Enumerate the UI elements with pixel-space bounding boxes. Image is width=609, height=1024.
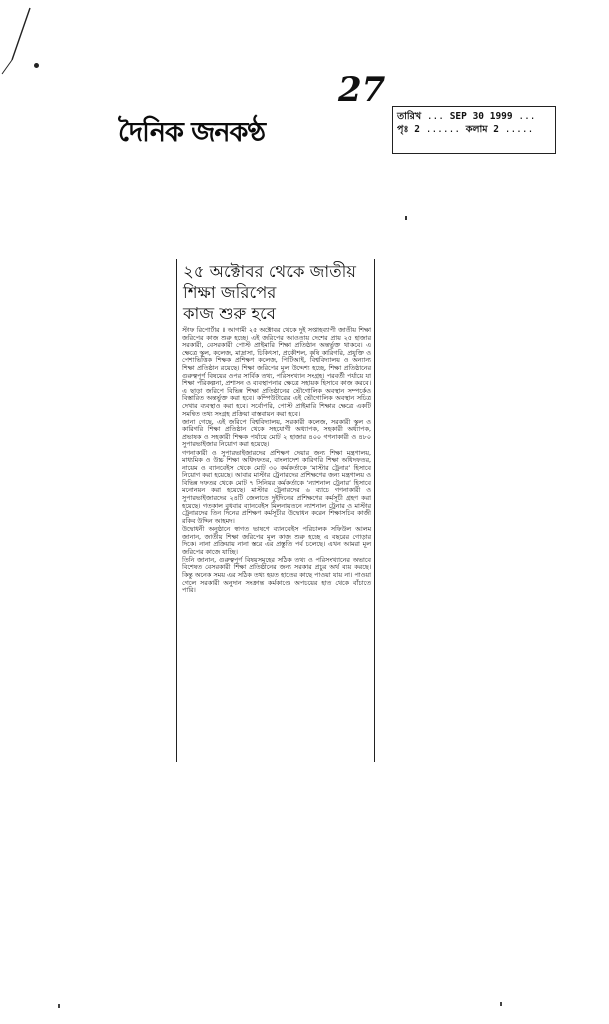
stamp-page-label: পৃঃ [397, 124, 409, 135]
stamp-date-label: তারিখ [397, 111, 422, 122]
handwritten-page-number: 27 [338, 70, 386, 110]
newspaper-masthead: দৈনিক জনকণ্ঠ [118, 117, 266, 148]
article-clipping [176, 259, 375, 762]
speck-mark [58, 1004, 60, 1008]
stamp-column-label: কলাম [465, 124, 488, 135]
stamp-date-value: SEP 30 1999 [449, 111, 513, 122]
speck-mark [405, 216, 407, 220]
headline-line-3: কাজ শুরু হবে [183, 304, 276, 323]
article-body [177, 324, 374, 595]
article-paragraph: জানা গেছে, এই জরিপে বিশ্ববিদ্যালয়, সরকারী কলেজ, সরকারী স্কুল ও কারিগরি শিক্ষা প্রতিষ্ঠান থেকে সহযোগী অধ্যাপক, সহকারী অধ্যাপক, প্রভাষক ও সহকারী শিক্ষক পর্যায়ে মোট ২ হাজার ৪০০ গণনাকারী ও ৪৮০ সুপারভাইজার নিয়োগ করা হয়েছে। [182, 417, 371, 449]
headline-line-1: ২৫ অক্টোবর থেকে জাতীয় [183, 262, 357, 281]
headline-line-2: শিক্ষা জরিপের [183, 283, 277, 302]
speck-mark [500, 1002, 502, 1006]
stamp-date-row: তারিখ ... SEP 30 1999 ... [397, 111, 536, 122]
date-stamp [392, 106, 556, 154]
article-paragraph: তিনি জানান, গুরুত্বপূর্ণ বিষয়সমূহের সঠিক তথ্য ও পরিসংখ্যানের অভাবে বিশেষত বেসরকারী শিক্ষা প্রতিষ্ঠানের জন্য সরকার প্রচুর অর্থ ব্যয় করছে। কিন্তু অনেক সময় এর সঠিক তথ্য হয়ত হাতের কাছে পাওয়া যায় না। পাওয়া গেলে সরকারী অনুদান সংক্রান্ত কর্মকাণ্ডে অপচয়ের হাত থেকে বাঁচাতে পারি। [182, 555, 371, 595]
stamp-page-row: পৃঃ 2 ...... কলাম 2 ..... [397, 124, 534, 135]
article-paragraph: স্টাফ রিপোর্টার ॥ আগামী ২৫ অক্টোবর থেকে দুই সপ্তাহব্যাপী জাতীয় শিক্ষা জরিপের কাজ শুরু হচ্ছে। এই জরিপের আওতায় দেশের প্রায় ২৫ হাজার সরকারী, বেসরকারী পোস্ট প্রাইমারি শিক্ষা প্রতিষ্ঠান অন্তর্ভুক্ত থাকবে। এ ক্ষেত্রে স্কুল, কলেজ, মাদ্রাসা, চিকিৎসা, প্রকৌশল, কৃষি কারিগরি, প্রযুক্তি ও পেশাভিত্তিক শিক্ষক প্রশিক্ষণ কলেজ, পিটিআই, বিশ্ববিদ্যালয় ও অন্যান্য শিক্ষা প্রতিষ্ঠান রয়েছে। শিক্ষা জরিপের মূল উদ্দেশ্য হচ্ছে, শিক্ষা প্রতিষ্ঠানের গুরুত্বপূর্ণ বিষয়ের ওপর সার্বিক তথ্য, পরিসংখ্যান সংগ্রহ। পরবর্তী পর্যায়ে যা শিক্ষা পরিকল্পনা, প্রশাসন ও ব্যবস্থাপনার ক্ষেত্রে সহায়ক হিসাবে কাজ করবে। এ ছাড়া জরিপে বিভিন্ন শিক্ষা প্রতিষ্ঠানের ভৌগোলিক অবস্থান সম্পর্কেও বিস্তারিত অন্তর্ভুক্ত করা হবে। কম্পিউটারের এই ভৌগোলিক অবস্থান সচিত্র দেখার ব্যবস্থাও করা হবে। সর্বোপরি, পোস্ট প্রাইমারি শিক্ষার ক্ষেত্রে একটি সমন্বিত তথ্য সংগ্রহ প্রক্রিয়া বাস্তবায়ন করা হবে। [182, 326, 371, 418]
article-headline [177, 259, 374, 324]
speck-mark [34, 63, 39, 68]
stamp-column-value: 2 [493, 124, 499, 135]
stamp-page-value: 2 [414, 124, 420, 135]
article-paragraph: উদ্বোধনী অনুষ্ঠানে স্বাগত ভাষণে ব্যানবেইস পরিচালক সফিউল আলম জানান, জাতীয় শিক্ষা জরিপের মূল কাজ শুরু হচ্ছে এ বছরের গোড়ার দিকে। নানা প্রক্রিয়ায় নানা স্তরে এর প্রস্তুতি পর্ব চলেছে। এখন আমরা মূল জরিপের কাজে যাচ্ছি। [182, 524, 371, 556]
article-paragraph: গণনাকারী ও সুপারভাইজারদের প্রশিক্ষণ দেয়ার জন্য শিক্ষা মন্ত্রণালয়, মাধ্যমিক ও উচ্চ শিক্ষা অধিদফতর, বাংলাদেশ কারিগরি শিক্ষা অধিদফতর, নায়েম ও ব্যানবেইস থেকে মোট ৩০ কর্মকর্তাকে ‘মাস্টার ট্রেনার’ হিসাবে নিয়োগ করা হয়েছে। আবার মাস্টার ট্রেনারদের প্রশিক্ষণের জন্য মন্ত্রণালয় ও বিভিন্ন দফতর থেকে মোট ৭ সিনিয়র কর্মকর্তাকে ‘ন্যাশনাল ট্রেনার’ হিসাবে মনোনয়ন করা হয়েছে। মাস্টার ট্রেনারদের ৬ ব্যাচে গণনাকারী ও সুপারভাইজারদের ২৪টি জেলাতে দুইদিনের প্রশিক্ষণের কর্মসূচী গ্রহণ করা হয়েছে। গতকাল বুধবার ব্যানবেইস মিলনায়তনে ন্যাশনাল ট্রেনার ও মাস্টার ট্রেনারদের তিন দিনের প্রশিক্ষণ কর্মসূচীর উদ্বোধন করেন শিক্ষাসচিব কাজী রকিব উদ্দিন আহমদ। [182, 448, 371, 525]
corner-fold-mark [0, 0, 40, 80]
